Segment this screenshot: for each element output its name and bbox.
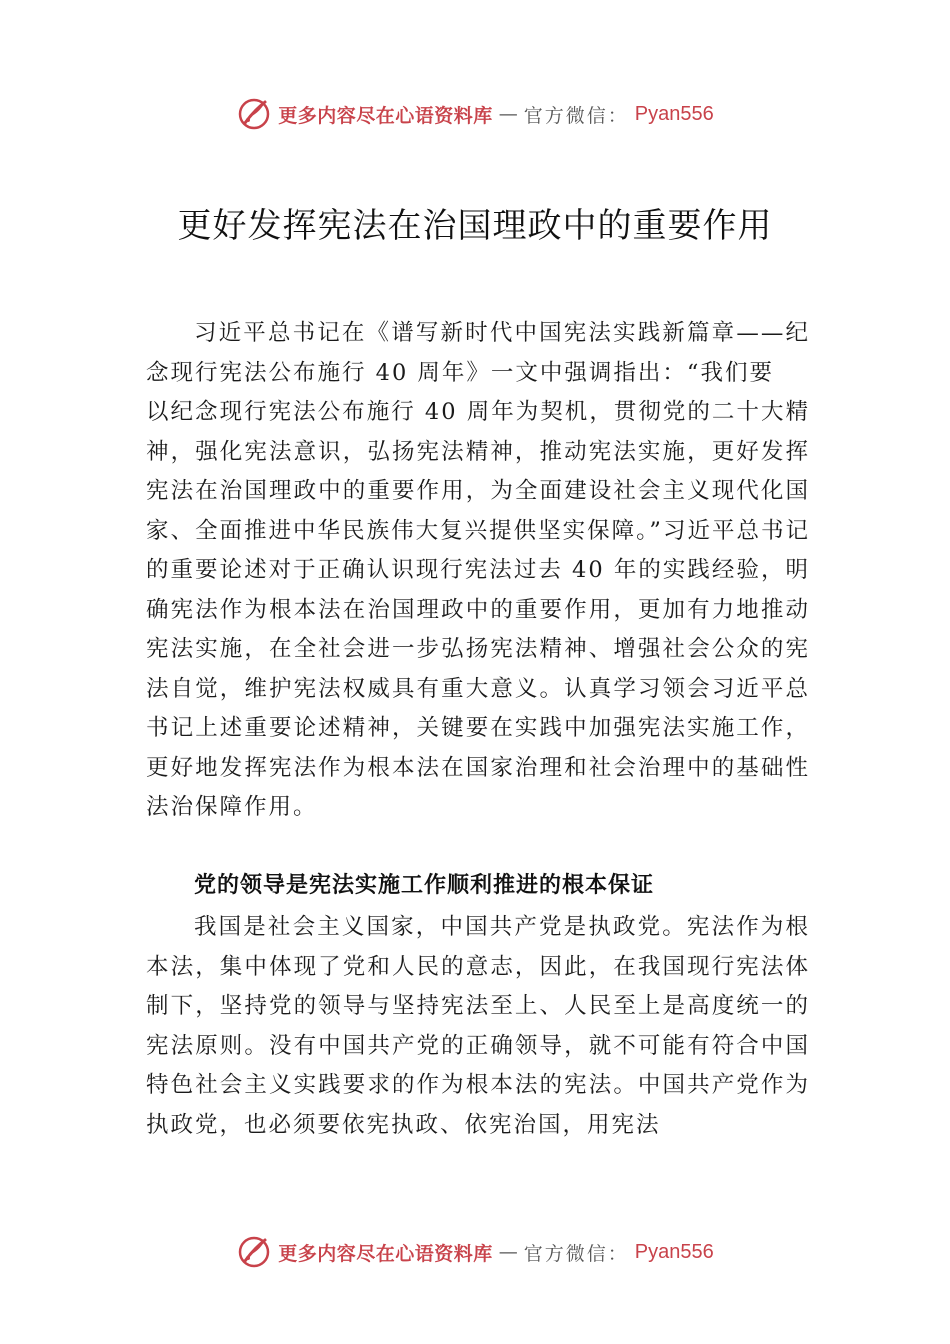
banner-wechat-id: Pyan556 — [634, 102, 714, 125]
banner-wechat-label: 官方微信： — [523, 1242, 629, 1265]
article-paragraph-2: 我国是社会主义国家，中国共产党是执政党。宪法作为根本法，集中体现了党和人民的意志，因此，在我国现行宪法体制下，坚持党的领导与坚持宪法至上、人民至上是高度统一的宪法原则。没有中国共产党的正确领导，就不可能有符合中国特色社会主义实践要求的作为根本法的宪法。中国共产党作为执政党，也必须要依宪执政、依宪治国，用宪法 — [146, 914, 810, 1138]
quill-logo-icon — [236, 96, 272, 132]
banner-wechat-label: 官方微信： — [523, 104, 629, 127]
header-banner — [0, 92, 950, 136]
banner-brand-text: 更多内容尽在心语资料库 — [278, 1242, 493, 1265]
banner-dash: — — [498, 103, 518, 125]
banner-brand-text: 更多内容尽在心语资料库 — [278, 104, 493, 127]
article-title: 更好发挥宪法在治国理政中的重要作用 — [177, 206, 773, 246]
banner-wechat-id: Pyan556 — [634, 1240, 714, 1263]
paragraph-1-opening: 习近平总书记在《谱写新时代中国宪法实践新篇章——纪念现行宪法公布施行 40 周年》一文中强调指出：“我们要 — [146, 320, 810, 386]
quill-logo-icon — [236, 1234, 272, 1270]
footer-banner — [0, 1230, 950, 1274]
article-paragraph-1 — [146, 314, 810, 828]
banner-dash: — — [498, 1241, 518, 1263]
section-subheading: 党的领导是宪法实施工作顺利推进的根本保证 — [194, 873, 655, 898]
paragraph-1-continuation: 以纪念现行宪法公布施行 40 周年为契机，贯彻党的二十大精神，强化宪法意识，弘扬宪法精神，推动宪法实施，更好发挥宪法在治国理政中的重要作用，为全面建设社会主义现代化国家、全面推进中华民族伟大复兴提供坚实保障。”习近平总书记的重要论述对于正确认识现行宪法过去 40 年的实践经验，明确宪法作为根本法在治国理政中的重要作用，更加有力地推动宪法实施，在全社会进一步弘扬宪法精神、增强社会公众的宪法自觉，维护宪法权威具有重大意义。认真学习领会习近平总书记上述重要论述精神，关键要在实践中加强宪法实施工作，更好地发挥宪法作为根本法在国家治理和社会治理中的基础性法治保障作用。 — [146, 399, 810, 820]
